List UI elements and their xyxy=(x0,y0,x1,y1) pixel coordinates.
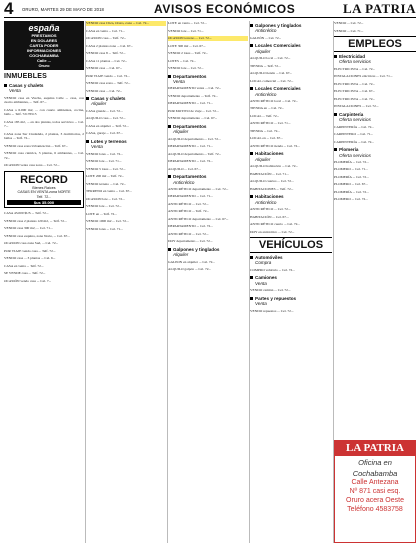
subsection-heading xyxy=(250,86,332,97)
classified-ad: DEPARTAMENTO ... Cel. 71... xyxy=(168,144,213,149)
promo-line: CARTA PODER xyxy=(29,43,59,48)
classified-ad: VENDO lotes ... Cel. 71... xyxy=(86,226,123,231)
bullet-icon xyxy=(168,248,171,251)
classified-ad: DOY en anticrético ... Cel. 72... xyxy=(250,229,295,234)
classified-ad: CARPINTERO ... Cel. 71... xyxy=(334,132,374,137)
subsection-title: Locales Comerciales xyxy=(255,43,301,49)
bullet-icon xyxy=(250,152,253,155)
promo-line: Calle Antezana xyxy=(351,479,399,486)
classified-ad: ELECTRICISTA ... Cel. 72... xyxy=(334,66,376,71)
classified-ad: VENDO camión ... Cel. 72... xyxy=(250,288,291,293)
subsection-sub: Compra xyxy=(255,260,272,266)
promo-line: EN DOLARES xyxy=(30,38,58,43)
classified-ad: CASA 43.000 $US ... Telf. 72... xyxy=(4,211,49,216)
classified-ad: ANTICRÉTICO cuarto ... Cel. 72... xyxy=(250,222,301,227)
subsection-title: Habitaciones xyxy=(255,194,284,200)
subsection-sub: Oferta servicios xyxy=(339,117,371,123)
subsection-heading xyxy=(168,174,248,185)
subsection-title: Lotes y terrenos xyxy=(91,138,127,144)
subsection-heading xyxy=(250,151,332,162)
classified-ad: VENDO ... Cel. 71... xyxy=(334,28,364,33)
classified-ad: POR VIAJE vendo casa ... Telf. 72... xyxy=(4,248,56,253)
classified-ad: VENDO repuestos ... Cel. 72... xyxy=(250,308,294,313)
subsection-title: Partes y repuestos xyxy=(255,295,297,301)
subsection-heading xyxy=(250,43,332,54)
classified-ad: VENDO 2 lotes ... Telf. 72... xyxy=(168,51,209,55)
classified-ad: VENDO terreno ... Cel. 72... xyxy=(86,181,127,186)
classified-ad: VENDO casa 8 ... Telf. 72... xyxy=(86,51,126,55)
promo-line: Calle ... xyxy=(36,58,51,63)
section-title: AVISOS ECONÓMICOS xyxy=(154,2,296,16)
subsection-title: Carpintería xyxy=(339,111,364,117)
promo-line: Teléfono 4583758 xyxy=(347,506,403,513)
classified-ad: ALQUILO local ... Cel. 72... xyxy=(250,56,291,61)
subsection-title: Plomería xyxy=(339,147,359,153)
subsection-heading xyxy=(250,296,332,307)
classified-ad-highlighted: OCASION terreno ... Cel. 72... xyxy=(168,36,248,41)
promo-line: INFORMACIONES xyxy=(27,48,61,53)
classified-ad: ALQUILO departamento ... Cel. 72... xyxy=(168,136,221,141)
subsection-sub: Venta xyxy=(255,280,267,286)
classified-ad: VENDO casa en Viacha, esquina Calle ... casa, con cuatro ambientes, ... Telf. 67... xyxy=(4,95,84,105)
classified-ad: LOCAL comercial ... Cel. 72... xyxy=(250,78,294,83)
page-number: 4 xyxy=(4,0,14,18)
subsection-title: Departamentos xyxy=(173,123,207,129)
classified-ad: ALQUILO galpón ... Cel. 72... xyxy=(168,267,212,272)
classified-ad: LOTE 300 m2 ... Cel. 67... xyxy=(168,43,206,48)
classified-ad: ELECTRICISTA ... Cel. 72... xyxy=(334,96,376,101)
subsection-heading xyxy=(86,96,166,107)
subsection-sub: Anticrético xyxy=(255,28,277,34)
subsection-sub: Venta xyxy=(91,144,103,150)
classified-ad: CASA a 6.000 m2, ... con cuarto ambientes, cocina, baño ... Telf. 72176515 xyxy=(4,107,84,117)
bullet-icon xyxy=(86,140,89,143)
bullet-icon xyxy=(168,175,171,178)
classified-ad: ALQUILO habitación ... Cel. 72... xyxy=(250,164,299,169)
classified-ad: DEPARTAMENTO ... Cel. 72... xyxy=(168,159,213,164)
classified-ad: CASA 185 m2, ... en dos plantas, todos servicios ... Cel. 7... xyxy=(4,119,84,129)
classified-ad: OCASION casa ... Telf. 72... xyxy=(86,36,127,40)
column-1 xyxy=(4,21,84,543)
classified-ad: HABITACIONES ... Telf. 72... xyxy=(250,186,294,191)
classified-ad: CASA, garaje ... Cel. 67... xyxy=(86,131,123,136)
classified-ad: PLOMERO ... Cel. 72... xyxy=(334,197,368,202)
classified-ad: VENDO casa 2 plantas 120 m2, ... Telf. 72... xyxy=(4,218,67,223)
subsection-heading xyxy=(168,247,248,258)
classified-ad: ALQUILO departamento ... Telf. 72... xyxy=(168,151,222,156)
subsection-title: Automóviles xyxy=(255,255,283,261)
record-title: RECORD xyxy=(20,173,68,186)
subsection-title: Departamentos xyxy=(173,73,207,79)
classified-ad: INSTALACIONES ... Cel. 72... xyxy=(334,104,379,109)
classified-ad: CASA zona Sur Ciudadela, 2 plantas, 3 dormitorios, 2 baños ... Telf. 72... xyxy=(4,131,84,141)
bullet-icon xyxy=(250,195,253,198)
subsection-title: Electricidad xyxy=(339,54,366,59)
classified-ad: VENDO lote ... Cel. 71... xyxy=(86,159,122,164)
classified-ad: VENDO casa céntrica, 3 plantas, 6 ambientes, ... Cel. 72... xyxy=(4,151,84,160)
bullet-icon xyxy=(250,276,253,279)
bullet-icon xyxy=(168,125,171,128)
subsection-heading xyxy=(4,83,84,94)
column-3 xyxy=(168,21,248,543)
classified-ad: ANTICRÉTICO departamento ... Cel. 72... xyxy=(168,186,229,191)
classified-ad: VENDO 1000 m2 ... Cel. 72... xyxy=(86,219,129,224)
classified-ad: VENDO lote ... Cel. 71... xyxy=(168,28,204,33)
classified-ad: LOTE en ... Telf. 72... xyxy=(86,211,117,216)
record-line: Bienes Raíces xyxy=(32,185,56,190)
subsection-heading xyxy=(334,112,416,123)
classified-ad: ANTICRÉTICO ... Cel. 72... xyxy=(168,201,209,206)
classified-ad: GALPON en alquiler ... Cel. 72... xyxy=(168,259,216,264)
subsection-sub: Alquiler xyxy=(173,129,189,135)
subsection-title: Casas y chalets xyxy=(9,83,44,88)
classified-ad: POR MOTIVO de viaje ... Cel. 72... xyxy=(168,108,219,113)
classified-ad: DEPARTAMENTO venta ... Cel. 72... xyxy=(168,86,222,91)
promo-line: Oficina en xyxy=(358,458,392,467)
classified-ad: OCASION casa zona Sud, ... Cel. 72... xyxy=(4,241,59,246)
record-bar: $us 35.000 xyxy=(7,200,81,205)
promo-line: Cochabamba xyxy=(352,469,398,478)
subsection-sub: Alquiler xyxy=(173,252,189,258)
page-header xyxy=(4,1,416,18)
classified-ad: ANTICRÉTICO ... Cel. 72... xyxy=(168,231,209,236)
classified-ad: LOCAL en ... Cel. 67... xyxy=(250,136,283,141)
subsection-title: Habitaciones xyxy=(255,151,284,157)
section-heading: VEHÍCULOS xyxy=(250,237,332,253)
classified-ad: INSTALACIONES eléctricas ... Cel. 71... xyxy=(334,74,393,79)
classified-ad: VENDO casa esquina, zona Norte, ... Cel. 67... xyxy=(4,233,70,238)
classified-ad: VENDO departamento ... Cel. 67... xyxy=(168,116,218,121)
classified-ad: PLOMERÍA ... Cel. 72... xyxy=(334,189,369,194)
classified-ad: VENDO lotes ... Cel. 72... xyxy=(86,151,123,156)
classified-ad: VENDO casa 300 m2, ... Cel. 71... xyxy=(4,226,53,231)
classified-ad: ANTICRÉTICO ... Cel. 72... xyxy=(250,207,291,212)
classified-ad: ANTICRÉTICO tienda ... Cel. 72... xyxy=(250,143,300,148)
record-line: Telf. 72... xyxy=(36,194,52,199)
classified-ad: LOTE en venta ... Cel. 72... xyxy=(168,21,207,25)
classified-ad: ANTICRÉTICO ... Cel. 71... xyxy=(250,121,291,126)
classified-ad: VENDO ... Cel. 72... xyxy=(334,21,364,25)
classified-ad: SE VENDE casa ... Telf. 72... xyxy=(4,271,46,276)
classified-ad: CASA en venta ... Cel. 71... xyxy=(86,28,125,33)
classified-ad: ANTICRÉTICO local ... Cel. 72... xyxy=(250,98,299,103)
classified-ad: DEPARTAMENTO ... Cel. 71... xyxy=(168,101,213,106)
classified-ad: ALQUILO cuartos ... Cel. 72... xyxy=(250,179,294,184)
section-heading: EMPLEOS xyxy=(334,36,416,52)
classified-ad: ELECTRICISTA ... Cel. 67... xyxy=(334,89,376,94)
classified-ad: OCASION venta casa zona ... Cel. 72... xyxy=(4,163,60,168)
classified-ad: TERRENO en venta ... Cel. 67... xyxy=(86,189,132,194)
promo-block xyxy=(4,21,84,70)
classified-ad: DEPARTAMENTO ... Cel. 72... xyxy=(168,224,213,229)
classified-ad: TIENDA en ... Cel. 72... xyxy=(250,106,285,111)
classified-ad: CASA grande ... Cel. 72... xyxy=(86,108,123,113)
bullet-icon xyxy=(250,24,253,27)
promo-line: COCHABAMBA xyxy=(29,53,59,58)
classified-ad: CASA 11 plantas ... Cel. 72... xyxy=(86,58,128,63)
classified-ad: COMPRO vehículo ... Cel. 72... xyxy=(250,267,295,272)
promo-line: Nº 871 casi esq. xyxy=(349,488,401,495)
newspaper-logo: LA PATRIA xyxy=(343,1,416,16)
classified-ad: PLOMERÍA ... Cel. 72... xyxy=(334,159,369,164)
subsection-sub: Alquiler xyxy=(255,156,271,162)
classified-ad: CARPINTERÍA ... Cel. 72... xyxy=(334,124,375,129)
bullet-icon xyxy=(250,256,253,259)
classified-ad: VENDO departamento ... Telf. 72... xyxy=(168,93,218,98)
classified-ad: POR VIAJE vendo ... Cel. 72... xyxy=(86,73,130,78)
classified-ad: LOTE 200 m2 ... Telf. 72... xyxy=(86,174,125,179)
column-2 xyxy=(86,21,166,543)
subsection-sub: Venta xyxy=(9,88,21,94)
classified-ad: PLOMERO ... Cel. 67... xyxy=(334,182,368,187)
classified-ad: VENDO 5 lotes ... Cel. 72... xyxy=(86,166,126,171)
classified-ad: PLOMERÍA ... Cel. 72... xyxy=(334,174,369,179)
classified-ad: GALPÓN ... Cel. 72... xyxy=(250,35,282,40)
classified-ad: ALQUILO tienda ... Cel. 67... xyxy=(250,71,293,76)
classified-ad: ALQUILO ... Cel. 67... xyxy=(168,166,201,171)
classified-ad: HABITACIÓN ... Cel. 71... xyxy=(250,171,289,176)
subsection-heading xyxy=(334,54,416,65)
promo-line: PRESTAMOS xyxy=(31,33,57,38)
classified-ad: TIENDA ... Telf. 72... xyxy=(250,63,281,68)
classified-ad: LOCAL ... Telf. 72... xyxy=(250,113,280,118)
subsection-sub: Anticrético xyxy=(173,179,195,185)
subsection-heading xyxy=(250,275,332,286)
bullet-icon xyxy=(250,297,253,300)
bullet-icon xyxy=(250,87,253,90)
classified-ad-highlighted: VENDO casa Cliza, Oruro, zona ... Cel. 72... xyxy=(86,21,166,26)
classified-ad: LOTES ... Cel. 72... xyxy=(168,58,196,63)
bullet-icon xyxy=(168,75,171,78)
bullet-icon xyxy=(86,97,89,100)
classified-ad: VENDO lote ... Cel. 72... xyxy=(168,66,204,70)
classified-ad: CASA 2 plantas zona ... Cel. 67... xyxy=(86,43,134,48)
subsection-sub: Oferta servicios xyxy=(339,59,371,65)
classified-ad: VENDO casa ... Cel. 67... xyxy=(86,66,123,70)
la-patria-promo-box xyxy=(334,440,416,543)
subsection-sub: Alquiler xyxy=(255,48,271,54)
bullet-icon xyxy=(334,55,337,58)
classified-ad: CARPINTERÍA ... Cel. 72... xyxy=(334,139,375,144)
classified-ad: ELECTRICISTA ... Cel. 72... xyxy=(334,81,376,86)
subsection-title: Camiones xyxy=(255,275,277,281)
classified-ad: ANTICRÉTICO departamento ... Cel. 67... xyxy=(168,216,229,221)
subsection-heading xyxy=(250,255,332,266)
record-ad-box xyxy=(4,171,84,208)
classified-ad: PLOMERO ... Cel. 71... xyxy=(334,167,368,172)
promo-line: Oruro xyxy=(38,63,50,68)
classified-ad: OCASIÓN vendo casa ... Cel. 7... xyxy=(4,278,52,283)
subsection-sub: Oferta servicios xyxy=(339,152,371,158)
subsection-heading xyxy=(250,194,332,205)
bullet-icon xyxy=(250,44,253,47)
classified-ad: VENDO casa zona Urbanización ... Telf. 67... xyxy=(4,143,69,148)
classified-ad: HABITACIÓN ... Cel. 67... xyxy=(250,214,289,219)
promo-logo: LA PATRIA xyxy=(335,441,415,456)
subsection-title: Locales Comerciales xyxy=(255,86,301,92)
subsection-sub: Venta xyxy=(173,78,185,84)
subsection-title: Casas y chalets xyxy=(91,96,126,101)
classified-ad: CASA en alquiler ... Telf. 72... xyxy=(86,123,129,128)
record-line: CASAS EN VENTA zona NORTE xyxy=(17,190,71,195)
bullet-icon xyxy=(334,113,337,116)
subsection-title: Galpones y tinglados xyxy=(255,23,302,28)
bullet-icon xyxy=(4,84,7,87)
subsection-heading xyxy=(334,147,416,158)
classified-ad: DEPARTAMENTO ... Cel. 71... xyxy=(168,194,213,199)
classified-ad: ALQUILO casa ... Cel. 72... xyxy=(86,116,126,121)
promo-line: españa xyxy=(28,23,60,33)
subsection-sub: Anticrético xyxy=(255,91,277,97)
subsection-heading xyxy=(168,74,248,85)
classified-ad: VENDO casa ... 3 plantas ... Cel. 6... xyxy=(4,256,56,261)
page-date: ORURO, MARTES 29 DE MAYO DE 2018 xyxy=(22,7,104,12)
classified-ad: ANTICRÉTICO ... Telf. 72... xyxy=(168,209,210,214)
subsection-heading xyxy=(86,139,166,150)
bullet-icon xyxy=(334,148,337,151)
classified-ad: CASA en venta ... Telf. 72... xyxy=(4,263,44,268)
subsection-sub: Alquiler xyxy=(91,101,107,107)
classified-ad: VENDO lote ... Cel. 72... xyxy=(86,204,122,209)
classified-ad: OCASION lote ... Cel. 72... xyxy=(86,196,125,201)
classified-ad: TIENDA ... Cel. 72... xyxy=(250,128,280,133)
subsection-heading xyxy=(250,23,332,34)
classified-ad: VENDO casa ... Cel. 72... xyxy=(86,88,123,93)
subsection-sub: Venta xyxy=(255,301,267,307)
subsection-title: Departamentos xyxy=(173,174,207,180)
subsection-heading xyxy=(168,124,248,135)
classified-ad: VENDO casa zona ... Telf. 72... xyxy=(86,81,131,85)
subsection-sub: Anticrético xyxy=(255,199,277,205)
classified-ad: DOY departamento ... Cel. 72... xyxy=(168,239,213,244)
column-4 xyxy=(250,21,332,543)
promo-line: Oruro acera Oeste xyxy=(346,497,404,504)
subsection-title: Galpones y tinglados xyxy=(173,246,220,252)
section-heading: INMUEBLES xyxy=(4,73,48,80)
